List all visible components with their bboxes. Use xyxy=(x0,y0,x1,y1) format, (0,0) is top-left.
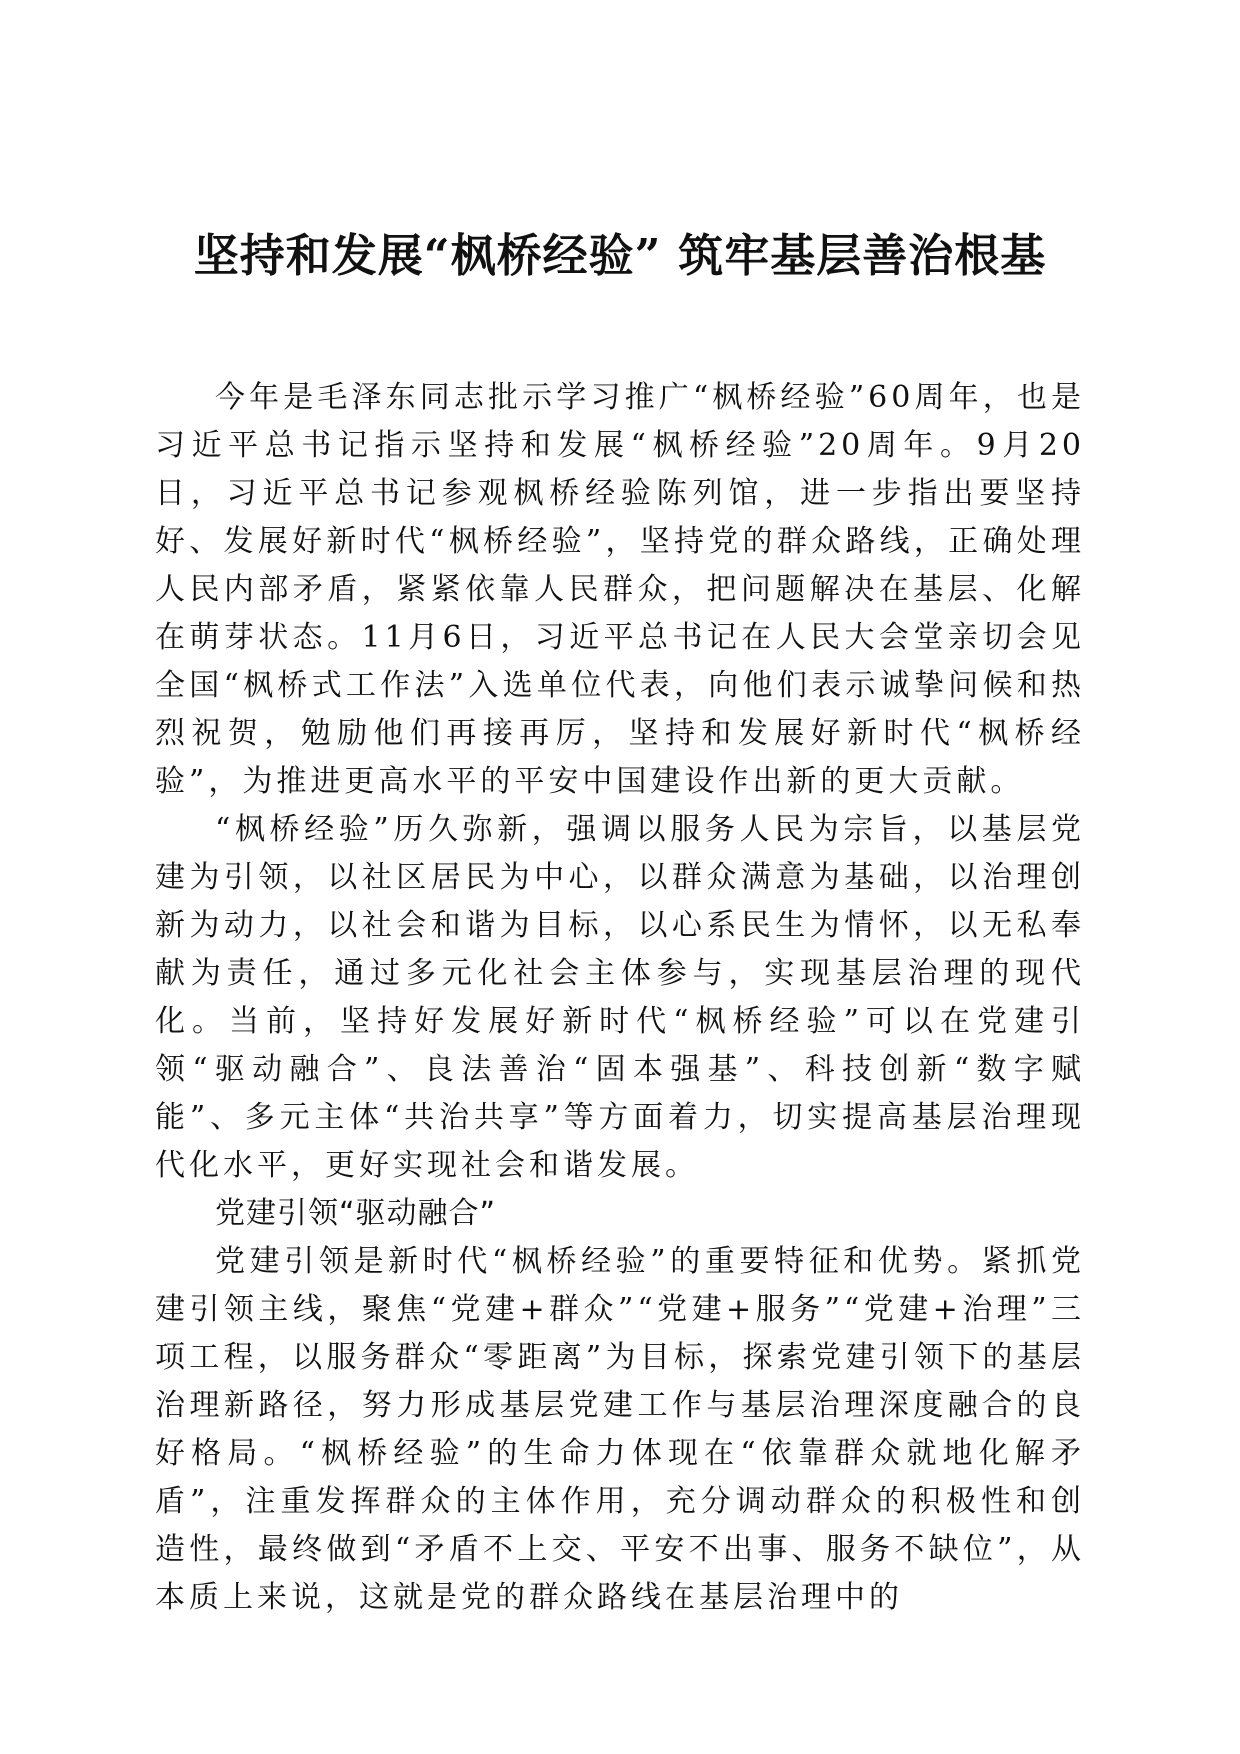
paragraph-overview: “枫桥经验”历久弥新，强调以服务人民为宗旨，以基层党建为引领，以社区居民为中心，以群众满意为基础，以治理创新为动力，以社会和谐为目标，以心系民生为情怀，以无私奉献为责任，通过多元化社会主体参与，实现基层治理的现代化。当前，坚持好发展好新时代“枫桥经验”可以在党建引领“驱动融合”、良法善治“固本强基”、科技创新“数字赋能”、多元主体“共治共享”等方面着力，切实提高基层治理现代化水平，更好实现社会和谐发展。 xyxy=(155,812,1085,1183)
document-body xyxy=(155,374,1085,1622)
section-heading-party-building: 党建引领“驱动融合” xyxy=(215,1196,497,1231)
paragraph-party-building: 党建引领是新时代“枫桥经验”的重要特征和优势。紧抓党建引领主线，聚焦“党建+群众”“党建+服务”“党建+治理”三项工程，以服务群众“零距离”为目标，探索党建引领下的基层治理新路径，努力形成基层党建工作与基层治理深度融合的良好格局。“枫桥经验”的生命力体现在“依靠群众就地化解矛盾”，注重发挥群众的主体作用，充分调动群众的积极性和创造性，最终做到“矛盾不上交、平安不出事、服务不缺位”，从本质上来说，这就是党的群众路线在基层治理中的 xyxy=(155,1244,1085,1615)
document-title: 坚持和发展“枫桥经验” 筑牢基层善治根基 xyxy=(193,229,1047,282)
paragraph-intro: 今年是毛泽东同志批示学习推广“枫桥经验”60周年，也是习近平总书记指示坚持和发展“枫桥经验”20周年。9月20日，习近平总书记参观枫桥经验陈列馆，进一步指出要坚持好、发展好新时代“枫桥经验”，坚持党的群众路线，正确处理人民内部矛盾，紧紧依靠人民群众，把问题解决在基层、化解在萌芽状态。11月6日，习近平总书记在人民大会堂亲切会见全国“枫桥式工作法”入选单位代表，向他们表示诚挚问候和热烈祝贺，勉励他们再接再厉，坚持和发展好新时代“枫桥经验”，为推进更高水平的平安中国建设作出新的更大贡献。 xyxy=(155,380,1085,799)
